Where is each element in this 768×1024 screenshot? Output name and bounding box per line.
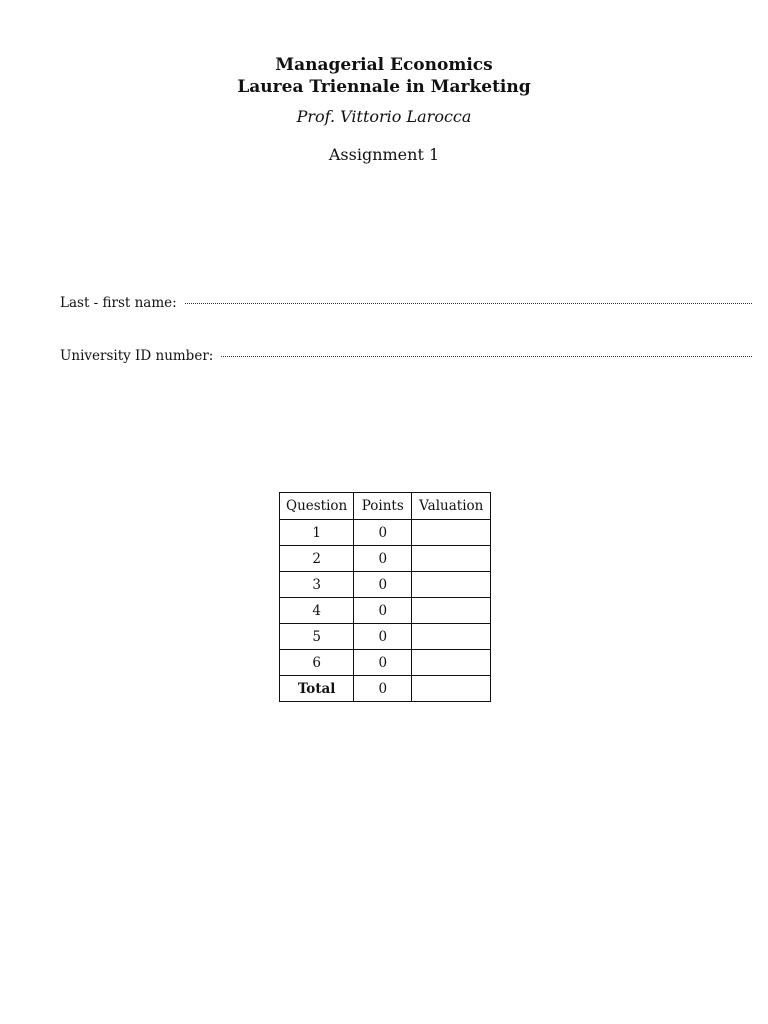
document-header	[0, 54, 768, 166]
question-cell: 2	[280, 546, 354, 572]
total-points: 0	[354, 676, 412, 702]
header-question: Question	[280, 493, 354, 520]
table-row	[280, 624, 491, 650]
total-label: Total	[280, 676, 354, 702]
points-cell: 0	[354, 650, 412, 676]
header-valuation: Valuation	[412, 493, 491, 520]
id-field-label: University ID number:	[60, 348, 214, 364]
id-fill-line	[221, 355, 752, 357]
valuation-cell	[412, 572, 491, 598]
id-field-row	[60, 347, 752, 365]
name-fill-line	[185, 302, 752, 304]
total-valuation	[412, 676, 491, 702]
table-header-row	[280, 493, 491, 520]
table-row	[280, 598, 491, 624]
grades-table	[279, 492, 491, 702]
points-cell: 0	[354, 546, 412, 572]
name-field-row	[60, 294, 752, 312]
valuation-cell	[412, 598, 491, 624]
valuation-cell	[412, 624, 491, 650]
question-cell: 4	[280, 598, 354, 624]
question-cell: 5	[280, 624, 354, 650]
valuation-cell	[412, 546, 491, 572]
valuation-cell	[412, 650, 491, 676]
table-row	[280, 650, 491, 676]
course-title: Managerial Economics	[275, 55, 493, 75]
professor-name: Prof. Vittorio Larocca	[296, 107, 472, 126]
points-cell: 0	[354, 624, 412, 650]
question-cell: 6	[280, 650, 354, 676]
table-row	[280, 520, 491, 546]
name-field-label: Last - first name:	[60, 295, 177, 311]
program-title: Laurea Triennale in Marketing	[237, 77, 531, 97]
total-row	[280, 676, 491, 702]
header-points: Points	[354, 493, 412, 520]
question-cell: 1	[280, 520, 354, 546]
points-cell: 0	[354, 598, 412, 624]
points-cell: 0	[354, 572, 412, 598]
valuation-cell	[412, 520, 491, 546]
assignment-title: Assignment 1	[328, 145, 440, 164]
table-row	[280, 546, 491, 572]
question-cell: 3	[280, 572, 354, 598]
points-cell: 0	[354, 520, 412, 546]
table-row	[280, 572, 491, 598]
